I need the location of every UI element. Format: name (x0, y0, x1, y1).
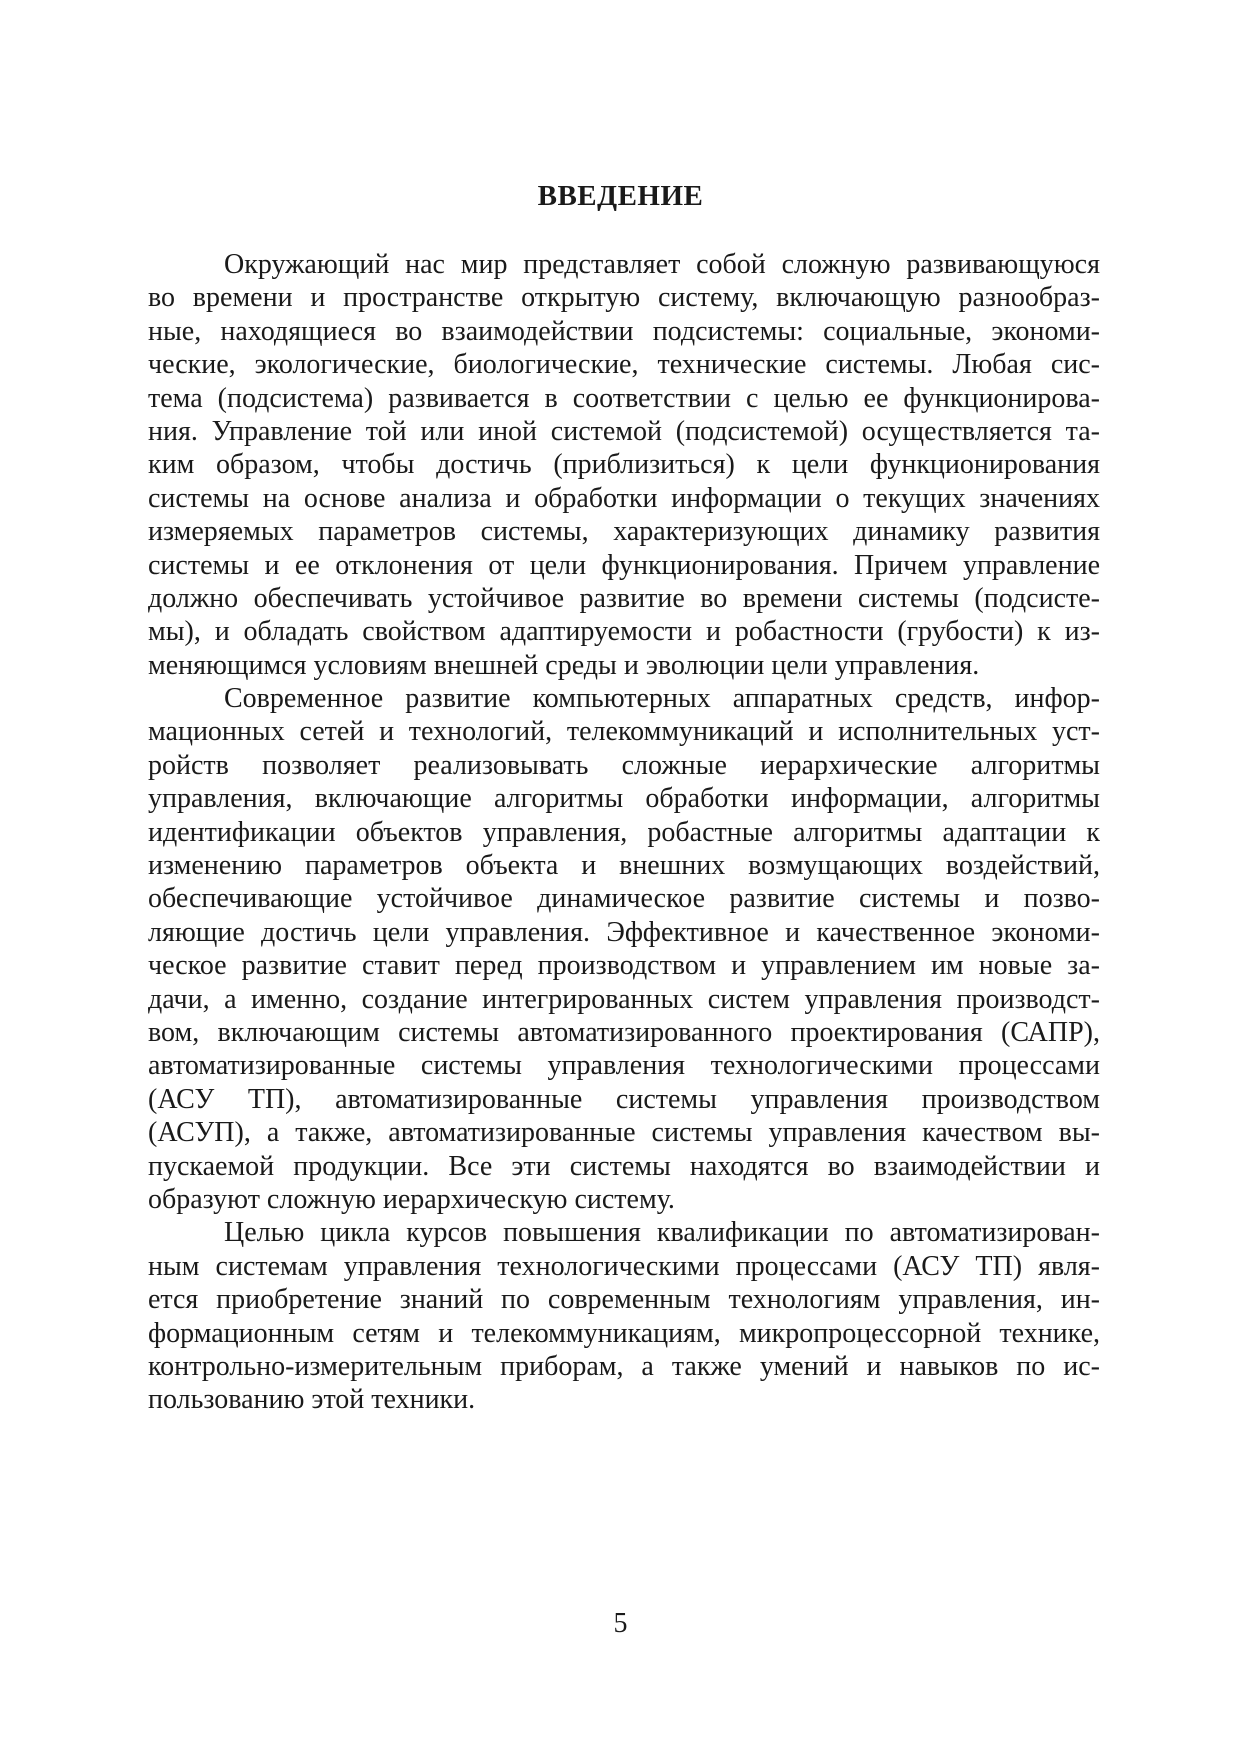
text-line: системы и ее отклонения от цели функционирования. Причем управление (148, 549, 1100, 581)
text-line: (АСУ ТП), автоматизированные системы управления производством (148, 1083, 1100, 1115)
text-line: ным системам управления технологическими процессами (АСУ ТП) явля- (148, 1250, 1100, 1282)
text-line: управления, включающие алгоритмы обработки информации, алгоритмы (148, 783, 1100, 815)
text-line: ческое развитие ставит перед производством и управлением им новые за- (148, 950, 1100, 982)
text-line: формационным сетям и телекоммуникациям, микропроцессорной технике, (148, 1317, 1100, 1349)
text-line: дачи, а именно, создание интегрированных систем управления производст- (148, 983, 1100, 1015)
paragraph (148, 682, 1100, 1216)
text-line: обеспечивающие устойчивое динамическое развитие системы и позво- (148, 883, 1100, 915)
text-line: образуют сложную иерархическую систему. (148, 1183, 675, 1215)
text-line: ким образом, чтобы достичь (приблизиться) к цели функционирования (148, 449, 1100, 481)
text-line: ные, находящиеся во взаимодействии подсистемы: социальные, экономи- (148, 315, 1100, 347)
text-line: контрольно-измерительным приборам, а также умений и навыков по ис- (148, 1350, 1100, 1382)
text-line: измеряемых параметров системы, характеризующих динамику развития (148, 516, 1100, 548)
text-line: меняющимся условиям внешней среды и эволюции цели управления. (148, 649, 980, 681)
text-line: ляющие достичь цели управления. Эффективное и качественное экономи- (148, 916, 1100, 948)
text-line: должно обеспечивать устойчивое развитие во времени системы (подсисте- (148, 582, 1100, 614)
body-text (148, 248, 1100, 1417)
text-line: ройств позволяет реализовывать сложные иерархические алгоритмы (148, 749, 1100, 781)
text-line: Современное развитие компьютерных аппаратных средств, инфор- (224, 683, 1100, 715)
text-line: (АСУП), а также, автоматизированные системы управления качеством вы- (148, 1117, 1100, 1149)
text-line: автоматизированные системы управления технологическими процессами (148, 1050, 1100, 1082)
text-line: ческие, экологические, биологические, технические системы. Любая сис- (148, 349, 1100, 381)
text-line: мы), и обладать свойством адаптируемости и робастности (грубости) к из- (148, 616, 1100, 648)
text-line: Окружающий нас мир представляет собой сложную развивающуюся (224, 249, 1100, 280)
text-line: пользованию этой техники. (148, 1384, 476, 1416)
text-line: системы на основе анализа и обработки информации о текущих значениях (148, 482, 1100, 514)
text-line: ния. Управление той или иной системой (подсистемой) осуществляется та- (148, 415, 1100, 447)
text-line: Целью цикла курсов повышения квалификации по автоматизирован- (224, 1217, 1100, 1249)
section-title: ВВЕДЕНИЕ (537, 180, 704, 212)
text-line: во времени и пространстве открытую систему, включающую разнообраз- (148, 282, 1100, 314)
paragraph (148, 248, 1100, 682)
paragraph (148, 1216, 1100, 1416)
text-line: ется приобретение знаний по современным технологиям управления, ин- (148, 1284, 1100, 1316)
text-line: идентификации объектов управления, робастные алгоритмы адаптации к (148, 816, 1100, 848)
text-line: тема (подсистема) развивается в соответствии с целью ее функционирова- (148, 382, 1100, 414)
text-line: вом, включающим системы автоматизированного проектирования (САПР), (148, 1016, 1100, 1048)
page-number: 5 (613, 1608, 628, 1639)
text-line: изменению параметров объекта и внешних возмущающих воздействий, (148, 850, 1100, 882)
text-line: мационных сетей и технологий, телекоммуникаций и исполнительных уст- (148, 716, 1100, 748)
text-line: пускаемой продукции. Все эти системы находятся во взаимодействии и (148, 1150, 1100, 1182)
